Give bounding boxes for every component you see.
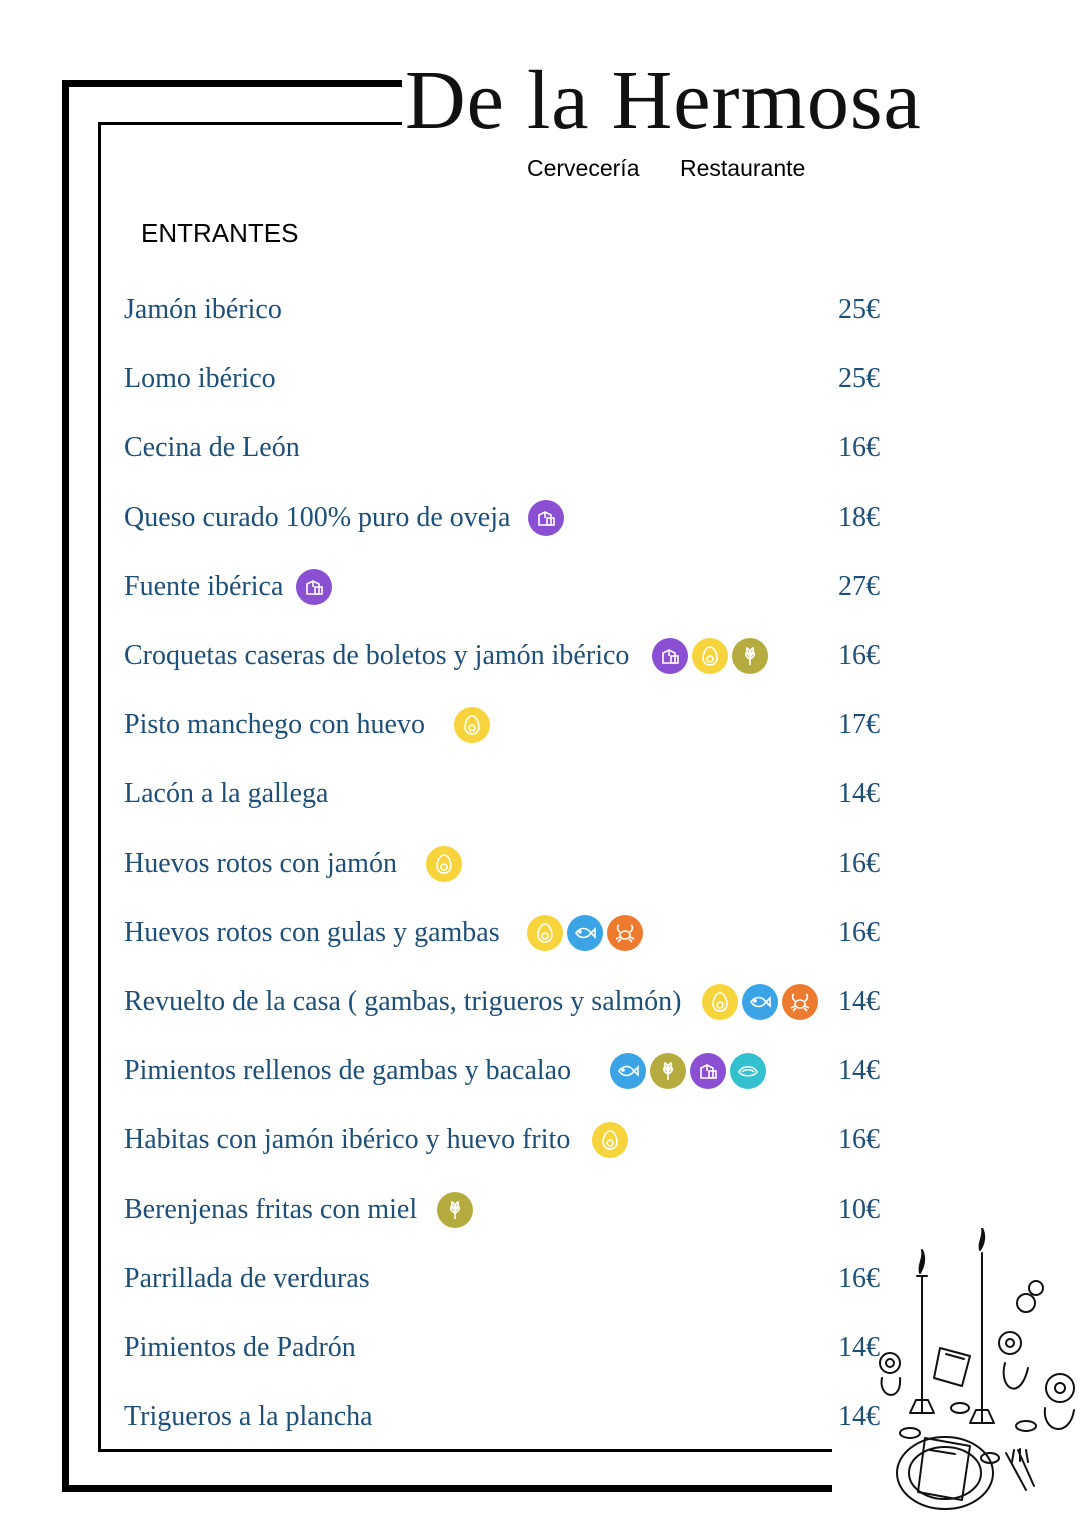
menu-item-name: Huevos rotos con jamón	[124, 847, 397, 879]
pescado-icon	[567, 915, 603, 951]
menu-item	[124, 1188, 894, 1232]
restaurant-title: De la Hermosa	[405, 54, 922, 147]
menu-item-name: Jamón ibérico	[124, 294, 282, 325]
subtitle-restaurante: Restaurante	[680, 155, 806, 181]
menu-item-name: Croquetas caseras de boletos y jamón ibérico	[124, 640, 630, 671]
subtitle-cerveceria: Cervecería	[527, 155, 640, 181]
menu-item-price: 17€	[838, 709, 880, 741]
huevo-icon	[527, 915, 563, 951]
table-sketch-illustration	[830, 1228, 1080, 1527]
menu-item	[124, 1257, 894, 1301]
pescado-icon	[742, 984, 778, 1020]
menu-item-name: Cecina de León	[124, 432, 300, 464]
menu-item-price: 16€	[838, 1262, 880, 1294]
menu-item	[124, 357, 894, 401]
gluten-icon	[650, 1053, 686, 1089]
lacteos-icon	[652, 638, 688, 674]
menu-item	[124, 1118, 894, 1162]
menu-item	[124, 772, 894, 816]
allergen-icons	[528, 500, 564, 536]
menu-item-name: Habitas con jamón ibérico y huevo frito	[124, 1124, 571, 1156]
menu-item	[124, 565, 894, 609]
crustaceo-icon	[607, 915, 643, 951]
huevo-icon	[592, 1122, 628, 1158]
menu-item-price: 16€	[838, 1124, 880, 1156]
allergen-icons	[454, 707, 490, 743]
menu-item-price: 25€	[838, 363, 880, 395]
menu-item	[124, 288, 894, 332]
menu-item-name: Huevos rotos con gulas y gambas	[124, 916, 500, 948]
menu-item-name: Queso curado 100% puro de oveja	[124, 501, 511, 533]
crustaceo-icon	[782, 984, 818, 1020]
pescado-icon	[610, 1053, 646, 1089]
huevo-icon	[426, 846, 462, 882]
allergen-icons	[652, 638, 768, 674]
menu-item-name: Pimientos de Padrón	[124, 1332, 356, 1363]
allergen-icons	[702, 984, 818, 1020]
menu-item-price: 16€	[838, 640, 880, 671]
allergen-icons	[610, 1053, 766, 1089]
menu-item	[124, 1326, 894, 1370]
allergen-icons	[437, 1192, 473, 1228]
menu-item-name: Trigueros a la plancha	[124, 1401, 373, 1433]
menu-item-price: 27€	[838, 570, 880, 602]
allergen-icons	[296, 569, 332, 605]
menu-item-price: 16€	[838, 432, 880, 464]
menu-item	[124, 1049, 894, 1093]
menu-item	[124, 911, 894, 955]
menu-item	[124, 634, 894, 678]
allergen-icons	[527, 915, 643, 951]
lacteos-icon	[296, 569, 332, 605]
menu-item-name: Pimientos rellenos de gambas y bacalao	[124, 1055, 572, 1087]
menu-item-price: 14€	[838, 1055, 880, 1087]
lacteos-icon	[690, 1053, 726, 1089]
allergen-icons	[426, 846, 462, 882]
menu-item-name: Fuente ibérica	[124, 570, 284, 602]
menu-item-price: 14€	[838, 1332, 880, 1363]
menu-item-price: 16€	[838, 847, 880, 879]
menu-item-name: Lomo ibérico	[124, 363, 276, 395]
gluten-icon	[437, 1192, 473, 1228]
huevo-icon	[702, 984, 738, 1020]
menu-item-name: Berenjenas fritas con miel	[124, 1193, 418, 1225]
menu-item-price: 16€	[838, 916, 880, 948]
menu-item-price: 14€	[838, 1401, 880, 1433]
menu-item	[124, 703, 894, 747]
huevo-icon	[454, 707, 490, 743]
gluten-icon	[732, 638, 768, 674]
menu-item-name: Revuelto de la casa ( gambas, trigueros y salmón)	[124, 986, 682, 1017]
menu-item	[124, 980, 894, 1024]
molusco-icon	[730, 1053, 766, 1089]
huevo-icon	[692, 638, 728, 674]
menu-item-name: Pisto manchego con huevo	[124, 709, 425, 741]
menu-item-name: Lacón a la gallega	[124, 778, 329, 810]
allergen-icons	[592, 1122, 628, 1158]
menu-item-price: 25€	[838, 294, 880, 325]
menu-item-price: 14€	[838, 778, 880, 810]
menu-item-price: 10€	[838, 1193, 880, 1225]
lacteos-icon	[528, 500, 564, 536]
menu-item	[124, 842, 894, 886]
section-title: ENTRANTES	[141, 218, 299, 248]
menu-item-name: Parrillada de verduras	[124, 1262, 370, 1294]
menu-item-price: 18€	[838, 501, 880, 533]
menu-item	[124, 426, 894, 470]
menu-item-price: 14€	[838, 986, 880, 1017]
menu-item	[124, 1395, 894, 1439]
menu-item	[124, 496, 894, 540]
